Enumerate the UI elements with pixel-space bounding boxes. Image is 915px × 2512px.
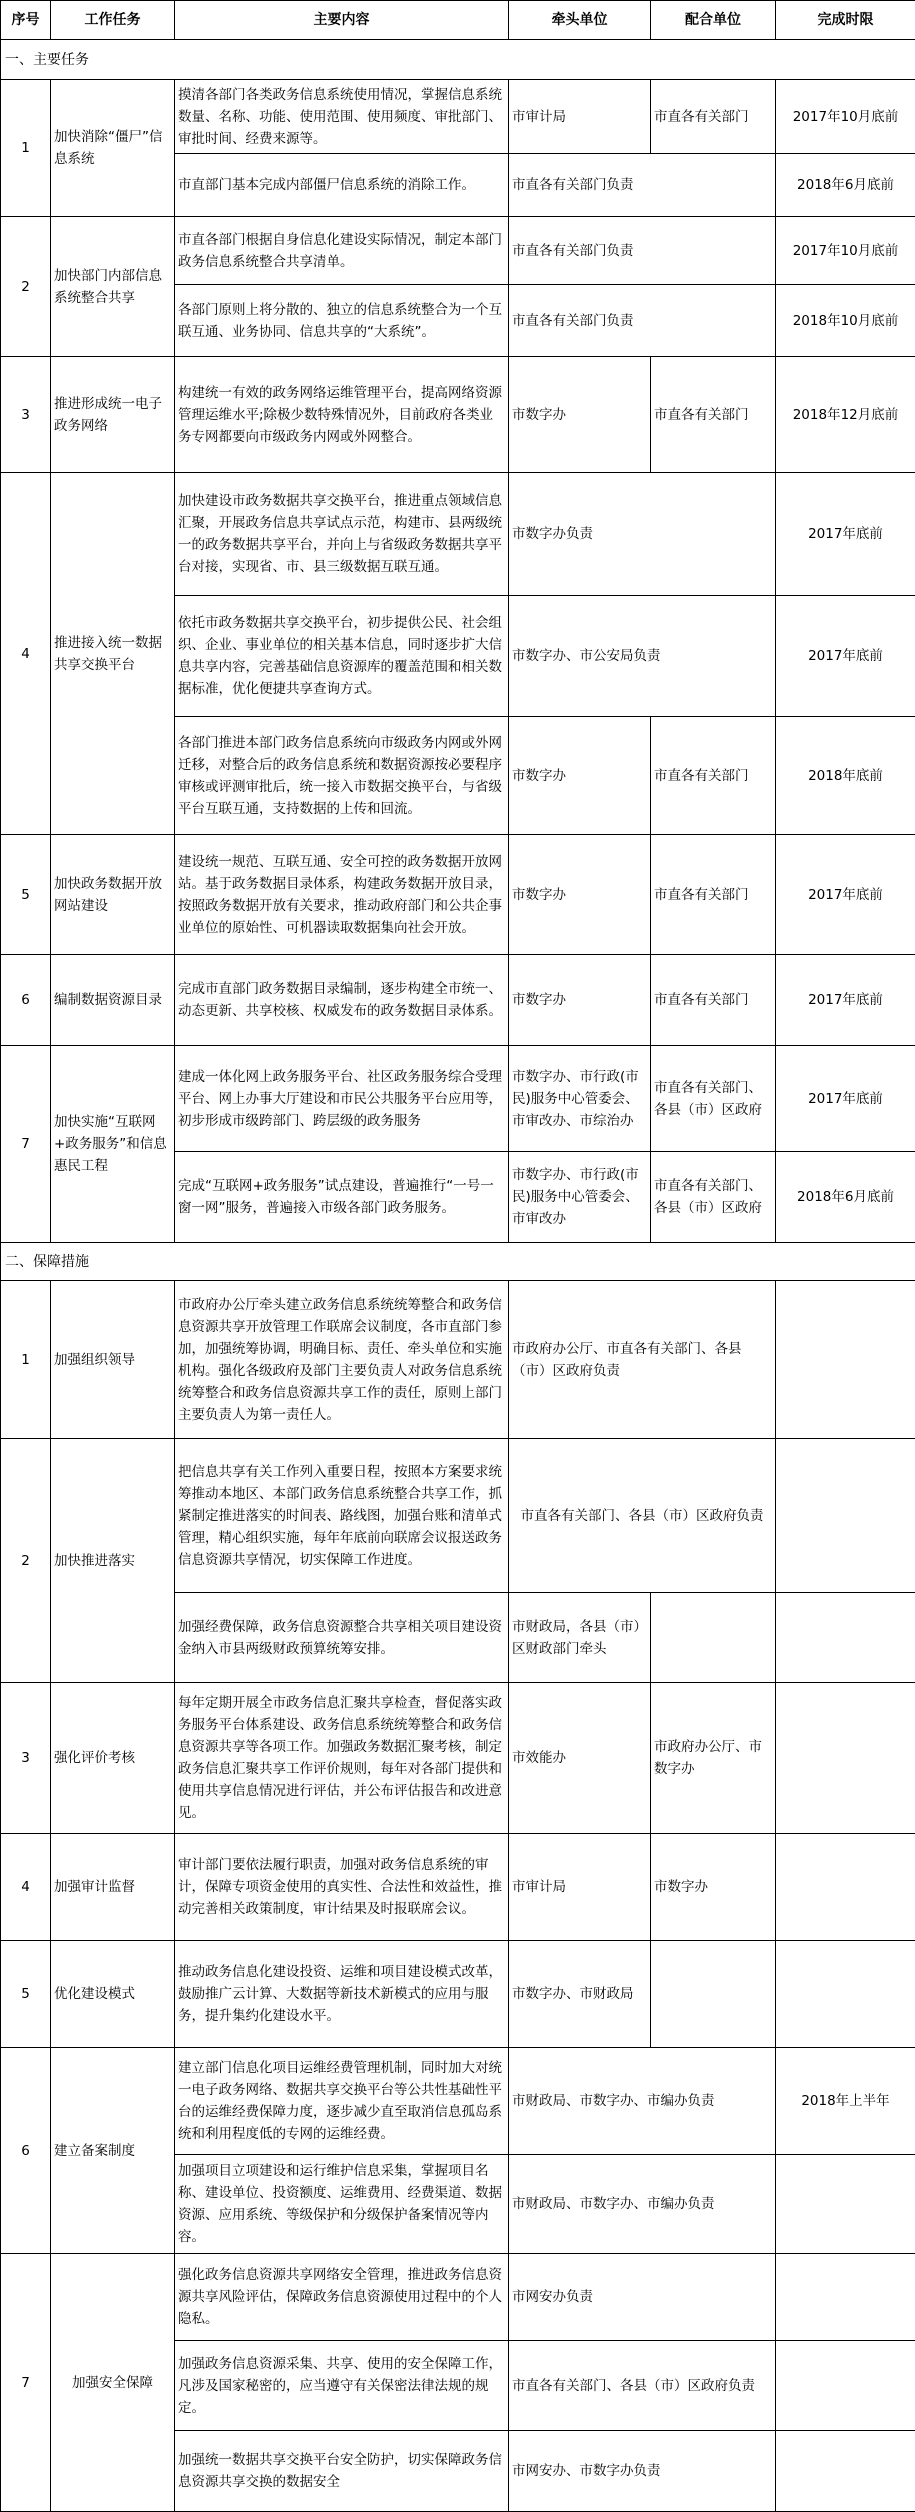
row-number: 3 xyxy=(1,357,51,473)
lead-unit: 市财政局、市数字办、市编办负责 xyxy=(509,2155,776,2254)
table-row xyxy=(1,1439,915,1593)
assist-unit: 市直各有关部门 xyxy=(651,717,776,835)
lead-unit: 市财政局、市数字办、市编办负责 xyxy=(509,2048,776,2155)
table-row xyxy=(1,1941,915,2048)
assist-unit xyxy=(651,1593,776,1683)
task-name: 加快部门内部信息系统整合共享 xyxy=(51,217,175,357)
main-content: 完成“互联网+政务服务”试点建设，普遍推行“一号一窗一网”服务，普遍接入市级各部门政务服务。 xyxy=(175,1152,509,1243)
main-content: 市直部门基本完成内部僵尸信息系统的消除工作。 xyxy=(175,154,509,217)
row-number: 1 xyxy=(1,1281,51,1439)
lead-unit: 市效能办 xyxy=(509,1683,651,1834)
main-content: 构建统一有效的政务网络运维管理平台，提高网络资源管理运维水平;除极少数特殊情况外，目前政府各类业务专网都要向市级政务内网或外网整合。 xyxy=(175,357,509,473)
deadline: 2017年10月底前 xyxy=(776,80,915,154)
section-row xyxy=(1,40,915,80)
deadline: 2017年底前 xyxy=(776,596,915,717)
deadline xyxy=(776,1834,915,1941)
row-number: 7 xyxy=(1,2254,51,2512)
lead-unit: 市直各有关部门负责 xyxy=(509,217,776,285)
header-task: 工作任务 xyxy=(51,1,175,40)
main-content: 把信息共享有关工作列入重要日程，按照本方案要求统筹推动本地区、本部门政务信息系统整合共享工作，抓紧制定推进落实的时间表、路线图，加强台账和清单式管理，精心组织实施，每年年底前向联席会议报送政务信息资源共享情况，切实保障工作进度。 xyxy=(175,1439,509,1593)
lead-unit: 市数字办、市公安局负责 xyxy=(509,596,776,717)
lead-unit: 市数字办、市财政局 xyxy=(509,1941,651,2048)
task-name: 加快消除“僵尸”信息系统 xyxy=(51,80,175,217)
main-content: 各部门原则上将分散的、独立的信息系统整合为一个互联互通、业务协同、信息共享的“大系统”。 xyxy=(175,285,509,357)
deadline xyxy=(776,2155,915,2254)
lead-unit: 市数字办、市行政(市民)服务中心管委会、市审改办、市综治办 xyxy=(509,1046,651,1152)
deadline xyxy=(776,1941,915,2048)
deadline: 2018年6月底前 xyxy=(776,1152,915,1243)
row-number: 6 xyxy=(1,2048,51,2254)
lead-unit: 市审计局 xyxy=(509,80,651,154)
deadline xyxy=(776,1593,915,1683)
deadline: 2018年12月底前 xyxy=(776,357,915,473)
lead-unit: 市数字办、市行政(市民)服务中心管委会、市审改办 xyxy=(509,1152,651,1243)
lead-unit: 市网安办负责 xyxy=(509,2254,776,2341)
main-content: 建成一体化网上政务服务平台、社区政务服务综合受理平台、网上办事大厅建设和市民公共服务平台应用等，初步形成市级跨部门、跨层级的政务服务 xyxy=(175,1046,509,1152)
main-content: 强化政务信息资源共享网络安全管理，推进政务信息资源共享风险评估，保障政务信息资源使用过程中的个人隐私。 xyxy=(175,2254,509,2341)
main-content: 依托市政务数据共享交换平台，初步提供公民、社会组织、企业、事业单位的相关基本信息，同时逐步扩大信息共享内容，完善基础信息资源库的覆盖范围和相关数据标准，优化便捷共享查询方式。 xyxy=(175,596,509,717)
header-assist: 配合单位 xyxy=(651,1,776,40)
main-content: 市直各部门根据自身信息化建设实际情况，制定本部门政务信息系统整合共享清单。 xyxy=(175,217,509,285)
deadline xyxy=(776,1439,915,1593)
main-content: 每年定期开展全市政务信息汇聚共享检查，督促落实政务服务平台体系建设、政务信息系统统筹整合和政务信息资源共享等各项工作。加强政务数据汇聚考核，制定政务信息汇聚共享工作评价规则，每年对各部门提供和使用共享信息情况进行评估，并公布评估报告和改进意见。 xyxy=(175,1683,509,1834)
lead-unit: 市直各有关部门负责 xyxy=(509,285,776,357)
task-name: 推进接入统一数据共享交换平台 xyxy=(51,473,175,835)
deadline: 2017年底前 xyxy=(776,955,915,1046)
lead-unit: 市数字办 xyxy=(509,717,651,835)
main-content: 各部门推进本部门政务信息系统向市级政务内网或外网迁移，对整合后的政务信息系统和数据资源按必要程序审核或评测审批后，统一接入市数据交换平台，与省级平台互联互通，支持数据的上传和回流。 xyxy=(175,717,509,835)
table-row xyxy=(1,2048,915,2155)
task-name: 加快实施“互联网+政务服务”和信息惠民工程 xyxy=(51,1046,175,1243)
row-number: 6 xyxy=(1,955,51,1046)
main-content: 加强政务信息资源采集、共享、使用的安全保障工作，凡涉及国家秘密的，应当遵守有关保密法律法规的规定。 xyxy=(175,2341,509,2431)
row-number: 7 xyxy=(1,1046,51,1243)
deadline: 2018年底前 xyxy=(776,717,915,835)
table-row xyxy=(1,357,915,473)
task-name: 优化建设模式 xyxy=(51,1941,175,2048)
section-row xyxy=(1,1243,915,1281)
assist-unit: 市直各有关部门 xyxy=(651,835,776,955)
deadline xyxy=(776,2341,915,2431)
deadline xyxy=(776,1683,915,1834)
deadline: 2018年6月底前 xyxy=(776,154,915,217)
deadline: 2017年底前 xyxy=(776,835,915,955)
task-name: 加强组织领导 xyxy=(51,1281,175,1439)
header-lead: 牵头单位 xyxy=(509,1,651,40)
table-row xyxy=(1,217,915,285)
main-content: 加强统一数据共享交换平台安全防护，切实保障政务信息资源共享交换的数据安全 xyxy=(175,2431,509,2512)
assist-unit: 市直各有关部门、各县（市）区政府 xyxy=(651,1046,776,1152)
assist-unit: 市政府办公厅、市数字办 xyxy=(651,1683,776,1834)
deadline: 2017年10月底前 xyxy=(776,217,915,285)
lead-unit: 市数字办负责 xyxy=(509,473,776,596)
table-row xyxy=(1,835,915,955)
task-name: 建立备案制度 xyxy=(51,2048,175,2254)
row-number: 5 xyxy=(1,1941,51,2048)
lead-unit: 市数字办 xyxy=(509,357,651,473)
header-deadline: 完成时限 xyxy=(776,1,915,40)
task-name: 推进形成统一电子政务网络 xyxy=(51,357,175,473)
task-name: 加强审计监督 xyxy=(51,1834,175,1941)
table-row xyxy=(1,473,915,596)
row-number: 2 xyxy=(1,1439,51,1683)
lead-unit: 市网安办、市数字办负责 xyxy=(509,2431,776,2512)
main-content: 摸清各部门各类政务信息系统使用情况，掌握信息系统数量、名称、功能、使用范围、使用频度、审批部门、审批时间、经费来源等。 xyxy=(175,80,509,154)
deadline: 2018年10月底前 xyxy=(776,285,915,357)
lead-unit: 市直各有关部门负责 xyxy=(509,154,776,217)
lead-unit: 市直各有关部门、各县（市）区政府负责 xyxy=(509,1439,776,1593)
main-content: 市政府办公厅牵头建立政务信息系统统筹整合和政务信息资源共享开放管理工作联席会议制度，各市直部门参加，加强统筹协调，明确目标、责任、牵头单位和实施机构。强化各级政府及部门主要负责人对政务信息系统统筹整合和政务信息资源共享工作的责任，原则上部门主要负责人为第一责任人。 xyxy=(175,1281,509,1439)
header-no: 序号 xyxy=(1,1,51,40)
table-row xyxy=(1,1683,915,1834)
assist-unit xyxy=(651,1941,776,2048)
lead-unit: 市直各有关部门、各县（市）区政府负责 xyxy=(509,2341,776,2431)
header-content: 主要内容 xyxy=(175,1,509,40)
assist-unit: 市直各有关部门 xyxy=(651,80,776,154)
row-number: 2 xyxy=(1,217,51,357)
row-number: 5 xyxy=(1,835,51,955)
assist-unit: 市直各有关部门、各县（市）区政府 xyxy=(651,1152,776,1243)
lead-unit: 市审计局 xyxy=(509,1834,651,1941)
main-content: 完成市直部门政务数据目录编制，逐步构建全市统一、动态更新、共享校核、权威发布的政务数据目录体系。 xyxy=(175,955,509,1046)
assist-unit: 市直各有关部门 xyxy=(651,955,776,1046)
task-name: 编制数据资源目录 xyxy=(51,955,175,1046)
task-name: 加快推进落实 xyxy=(51,1439,175,1683)
section-title: 一、主要任务 xyxy=(1,40,915,80)
main-content: 建立部门信息化项目运维经费管理机制，同时加大对统一电子政务网络、数据共享交换平台等公共性基础性平台的运维经费保障力度，逐步减少直至取消信息孤岛系统和利用程度低的专网的运维经费。 xyxy=(175,2048,509,2155)
table-row xyxy=(1,1281,915,1439)
row-number: 3 xyxy=(1,1683,51,1834)
lead-unit: 市政府办公厅、市直各有关部门、各县（市）区政府负责 xyxy=(509,1281,776,1439)
deadline: 2018年上半年 xyxy=(776,2048,915,2155)
lead-unit: 市财政局，各县（市）区财政部门牵头 xyxy=(509,1593,651,1683)
main-content: 推动政务信息化建设投资、运维和项目建设模式改革，鼓励推广云计算、大数据等新技术新模式的应用与服务，提升集约化建设水平。 xyxy=(175,1941,509,2048)
main-content: 加强项目立项建设和运行维护信息采集，掌握项目名称、建设单位、投资额度、运维费用、经费渠道、数据资源、应用系统、等级保护和分级保护备案情况等内容。 xyxy=(175,2155,509,2254)
main-content: 加快建设市政务数据共享交换平台，推进重点领域信息汇聚，开展政务信息共享试点示范，构建市、县两级统一的政务数据共享平台，并向上与省级政务数据共享平台对接，实现省、市、县三级数据互联互通。 xyxy=(175,473,509,596)
row-number: 4 xyxy=(1,473,51,835)
table-row xyxy=(1,1046,915,1152)
task-name: 加强安全保障 xyxy=(51,2254,175,2512)
row-number: 1 xyxy=(1,80,51,217)
table-row xyxy=(1,80,915,154)
row-number: 4 xyxy=(1,1834,51,1941)
task-name: 强化评价考核 xyxy=(51,1683,175,1834)
deadline: 2017年底前 xyxy=(776,473,915,596)
task-name: 加快政务数据开放网站建设 xyxy=(51,835,175,955)
lead-unit: 市数字办 xyxy=(509,835,651,955)
assist-unit: 市数字办 xyxy=(651,1834,776,1941)
table-row xyxy=(1,2254,915,2341)
lead-unit: 市数字办 xyxy=(509,955,651,1046)
main-content: 审计部门要依法履行职责，加强对政务信息系统的审计，保障专项资金使用的真实性、合法性和效益性，推动完善相关政策制度，审计结果及时报联席会议。 xyxy=(175,1834,509,1941)
assist-unit: 市直各有关部门 xyxy=(651,357,776,473)
deadline xyxy=(776,1281,915,1439)
section-title: 二、保障措施 xyxy=(1,1243,915,1281)
main-content: 建设统一规范、互联互通、安全可控的政务数据开放网站。基于政务数据目录体系，构建政务数据开放目录，按照政务数据开放有关要求，推动政府部门和公共企事业单位的原始性、可机器读取数据集向社会开放。 xyxy=(175,835,509,955)
deadline xyxy=(776,2431,915,2512)
deadline: 2017年底前 xyxy=(776,1046,915,1152)
main-content: 加强经费保障，政务信息资源整合共享相关项目建设资金纳入市县两级财政预算统筹安排。 xyxy=(175,1593,509,1683)
table-header-row xyxy=(1,1,915,40)
table-row xyxy=(1,955,915,1046)
table-row xyxy=(1,1834,915,1941)
deadline xyxy=(776,2254,915,2341)
